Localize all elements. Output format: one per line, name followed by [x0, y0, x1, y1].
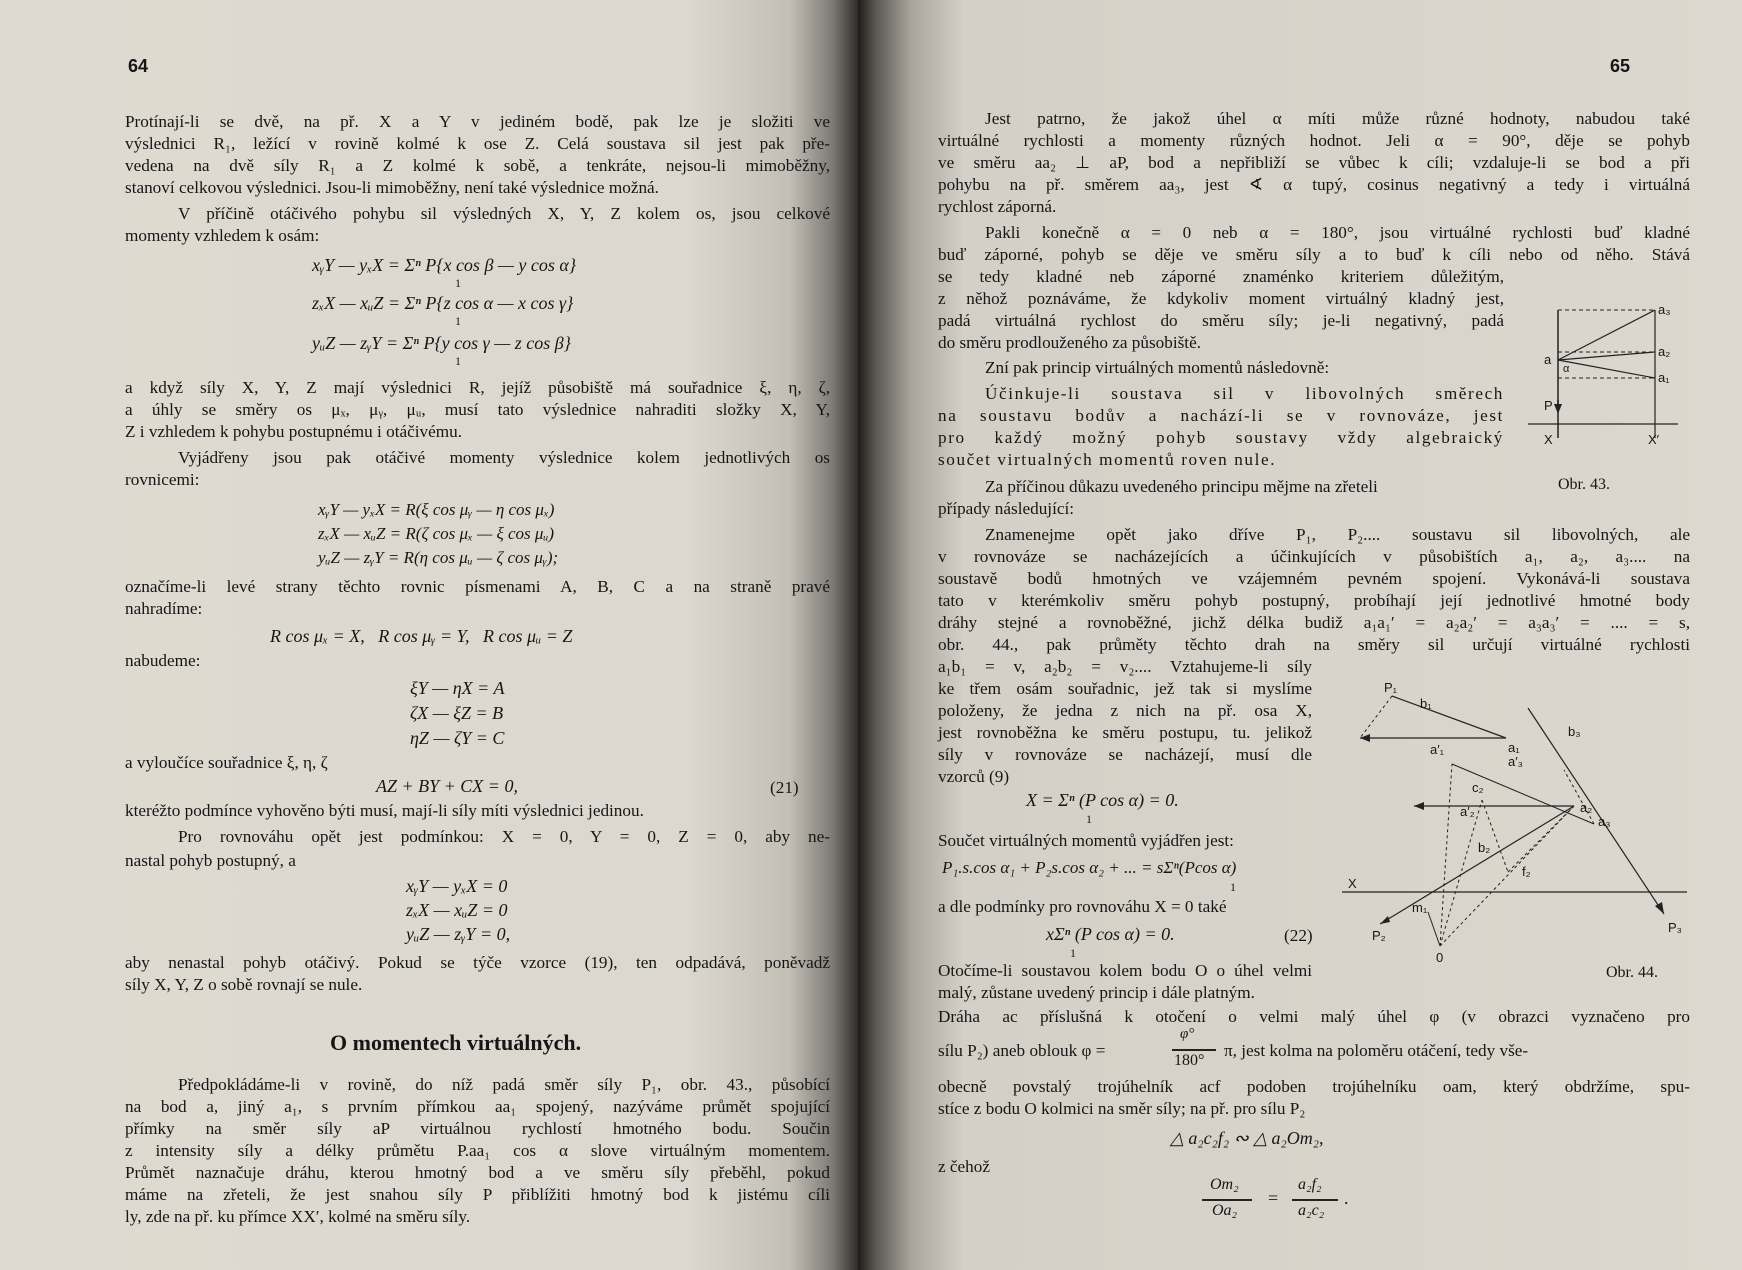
equation: xᵧY — yₓX = 0: [406, 876, 508, 896]
equation: P₁.s.cos α₁ + P₂s.cos α₂ + ... = sΣⁿ(Pcos α): [942, 858, 1237, 877]
equation-number: (22): [1284, 926, 1313, 945]
text-line: rovnicemi:: [125, 470, 200, 489]
label-X-prime: X′: [1648, 432, 1660, 447]
section-heading: O momentech virtuálných.: [330, 1030, 582, 1055]
principle-line: na soustavu bodův a nachází-li se v rovnováze, jest: [938, 406, 1504, 425]
equation: xᵧY — yₓX = R(ξ cos μᵧ — η cos μₓ): [318, 500, 555, 519]
text-line: síly v rovnováze se nacházejí, musí dle: [938, 745, 1312, 764]
label-X: X: [1544, 432, 1553, 447]
fraction-bar: [1292, 1199, 1338, 1201]
text-line: vedena na dvě síly R₁ a Z kolmé k sobě, a tenkráte, nejsou-li mimoběžny,: [125, 156, 830, 175]
text-line: buď záporné, pohyb se děje ve směru síly a to buď k cíli nebo od něho. Stává: [938, 245, 1690, 264]
fraction-denominator: 180°: [1174, 1052, 1205, 1069]
equation: zₓX — xᵤZ = R(ζ cos μₓ — ξ cos μᵤ): [318, 524, 555, 543]
text-line: se tedy kladné neb záporné znaménko kriteriem důležitým,: [938, 267, 1504, 286]
equation: AZ + BY + CX = 0,: [376, 776, 518, 796]
text-line: soustavě bodů hmotných ve vzájemném pevném spojení. Vykonává-li soustava: [938, 569, 1690, 588]
equation: △ a₂c₂f₂ ∾ △ a₂Om₂,: [1170, 1128, 1324, 1148]
principle-line: Účinkuje-li soustava sil v libovolných směrech: [985, 384, 1504, 403]
text-line: výslednici R₁, ležící v rovině kolmé k ose Z. Celá soustava sil jest pak pře-: [125, 134, 830, 153]
figure-43-caption: Obr. 43.: [1558, 476, 1610, 493]
text-line: Zní pak princip virtuálných momentů následovně:: [985, 358, 1330, 377]
principle-line: pro každý možný pohyb soustavy vždy algebraický: [938, 428, 1504, 447]
fraction-bar: [1202, 1199, 1252, 1201]
equation: yᵤZ — zᵧY = R(η cos μᵤ — ζ cos μᵧ);: [318, 548, 559, 567]
label-a1: a₁: [1658, 370, 1670, 385]
label-X: X: [1348, 876, 1357, 891]
text-line: tato v kterémkoliv směru pohyb postupný, probíhají její jednotlivé hmotné body: [938, 591, 1690, 610]
text-line: aby nenastal pohyb otáčivý. Pokud se týče vzorce (19), ten odpadává, poněvadž: [125, 953, 830, 972]
label-a: a: [1544, 352, 1552, 367]
period: .: [1344, 1188, 1349, 1208]
text-line: Jest patrno, že jakož úhel α míti může různé hodnoty, nabudou také: [985, 109, 1690, 128]
text-line: dráhy stejné a rovnoběžné, jichž délka budiž a₁a₁′ = a₂a₂′ = a₃a₃′ = .... = s,: [938, 613, 1690, 632]
text-line: π, jest kolma na poloměru otáčení, tedy vše-: [1224, 1041, 1529, 1060]
label-P1: P₁: [1384, 680, 1398, 695]
label-a3-prime: a′₃: [1508, 754, 1523, 769]
text-line: Znamenejme opět jako dříve P₁, P₂.... soustavu sil libovolných, ale: [985, 525, 1690, 544]
equation: ζX — ξZ = B: [410, 703, 504, 723]
text-line: případy následující:: [938, 499, 1075, 518]
text-line: síly X, Y, Z o sobě rovnají se nule.: [125, 975, 363, 994]
text-line: do směru prodlouženého za působiště.: [938, 333, 1201, 352]
figure-44-caption: Obr. 44.: [1606, 964, 1658, 981]
label-c2: c₂: [1472, 780, 1484, 795]
page-number: 65: [1610, 56, 1631, 76]
label-b3: b₃: [1568, 724, 1581, 739]
text-line: máme na zřeteli, že jest snahou síly P přiblížiti hmotný bod k jistému cíli: [125, 1185, 830, 1204]
text-line: rychlost záporná.: [938, 197, 1057, 216]
equation-index: 1: [1086, 812, 1092, 826]
fraction-numerator: a₂f₂: [1298, 1176, 1322, 1193]
text-line: vzorců (9): [938, 767, 1010, 786]
text-line: momenty vzhledem k osám:: [125, 226, 320, 245]
label-b2: b₂: [1478, 840, 1491, 855]
fraction-denominator: a₂c₂: [1298, 1202, 1325, 1219]
page-number: 64: [128, 56, 149, 76]
text-line: Pakli konečně α = 0 neb α = 180°, jsou virtuálné rychlosti buď kladné: [985, 223, 1690, 242]
text-line: V příčině otáčivého pohybu sil výsledných X, Y, Z kolem os, jsou celkové: [178, 204, 830, 223]
text-line: Vyjádřeny jsou pak otáčivé momenty výslednice kolem jednotlivých os: [178, 448, 830, 467]
text-line: z čehož: [938, 1157, 990, 1176]
text-line: a₁b₁ = v, a₂b₂ = v₂.... Vztahujeme-li síly: [938, 657, 1312, 676]
text-line: a vyloučíce souřadnice ξ, η, ζ: [125, 753, 328, 772]
text-line: stíce z bodu O kolmici na směr síly; na př. pro sílu P₂: [938, 1099, 1306, 1118]
equation: X = Σⁿ (P cos α) = 0.: [1026, 790, 1179, 810]
text-line: sílu P₂) aneb oblouk φ =: [938, 1041, 1106, 1060]
equation-index: 1: [455, 314, 461, 328]
label-P2: P₂: [1372, 928, 1386, 943]
fraction-bar: [1172, 1049, 1216, 1051]
text-line: Za příčinou důkazu uvedeného principu mějme na zřeteli: [985, 477, 1378, 496]
text-line: Pro rovnováhu opět jest podmínkou: X = 0, Y = 0, Z = 0, aby ne-: [178, 827, 830, 846]
text-line: Protínají-li se dvě, na př. X a Y v jediném bodě, pak lze je složiti ve: [125, 112, 830, 131]
fraction-numerator: Om₂: [1210, 1176, 1239, 1193]
text-line: ke třem osám souřadnic, jež tak si myslíme: [938, 679, 1312, 698]
label-b1: b₁: [1420, 696, 1432, 711]
right-page: [858, 0, 1742, 1270]
label-m1: m₁: [1412, 900, 1428, 915]
text-line: Dráha ac příslušná k otočení o velmi malý úhel φ (v obrazci vyznačeno pro: [938, 1007, 1690, 1026]
text-line: a dle podmínky pro rovnováhu X = 0 také: [938, 897, 1227, 916]
label-a3: a₃: [1598, 814, 1611, 829]
text-line: položeny, že jedna z nich na př. osa X,: [938, 701, 1312, 720]
label-a1: a₁: [1508, 740, 1520, 755]
text-line: přímky na směr síly aP virtuálnou rychlostí hmotného bodu. Součin: [125, 1119, 830, 1138]
text-line: na bod a, jiný a₁, s prvním přímkou aa₁ spojený, nazýváme průmět spojující: [125, 1097, 830, 1116]
text-line: z intensity síly a délky průmětu P.aa₁ cos α slove virtuálným momentem.: [125, 1141, 830, 1160]
equation: R cos μₓ = X, R cos μᵧ = Y, R cos μᵤ = Z: [270, 626, 573, 646]
equation-index: 1: [455, 354, 461, 368]
figure-43: [1508, 300, 1688, 450]
text-line: kteréžto podmínce vyhověno býti musí, mají-li síly míti výslednici jedinou.: [125, 801, 644, 820]
text-line: obr. 44., pak průměty těchto drah na směry sil určují virtuálné rychlosti: [938, 635, 1690, 654]
equation: xᵧY — yₓX = Σⁿ P{x cos β — y cos α}: [312, 255, 577, 275]
principle-line: součet virtualných momentů roven nule.: [938, 450, 1277, 469]
text-line: ve směru aa₂ ⊥ aP, bod a nepřibliží se vůbec k cíli; vzdaluje-li se bod a při: [938, 153, 1690, 172]
equation-index: 1: [455, 276, 461, 290]
text-line: virtuálné rychlosti a momenty různých hodnot. Jeli α = 90°, děje se pohyb: [938, 131, 1690, 150]
label-P3: P₃: [1668, 920, 1682, 935]
equation: zₓX — xᵤZ = 0: [406, 900, 508, 920]
equation: yᵤZ — zᵧY = 0,: [406, 924, 511, 944]
text-line: stanoví celkovou výslednici. Jsou-li mimoběžny, není také výslednice možná.: [125, 178, 659, 197]
text-line: označíme-li levé strany těchto rovnic písmenami A, B, C a na straně pravé: [125, 577, 830, 596]
text-line: nabudeme:: [125, 651, 201, 670]
label-a1-prime: a′₁: [1430, 742, 1445, 757]
equation: ηZ — ζY = C: [410, 728, 505, 748]
label-alpha: α: [1563, 363, 1570, 375]
text-line: v rovnováze se nacházejících a účinkujících v působištích a₁, a₂, a₃.... na: [938, 547, 1690, 566]
text-line: Otočíme-li soustavou kolem bodu O o úhel velmi: [938, 961, 1312, 980]
text-line: pohybu na př. směrem aa₃, jest ∢ α tupý, cosinus negativný a tedy i virtuálná: [938, 175, 1690, 194]
equals-sign: =: [1268, 1188, 1279, 1208]
text-line: Z i vzhledem k pohybu postupnému i otáčivému.: [125, 422, 463, 441]
text-line: Průmět naznačuje dráhu, kterou hmotný bod a ve směru síly přeběhl, pokud: [125, 1163, 830, 1182]
label-a3: a₃: [1658, 302, 1671, 317]
fraction-numerator: φ°: [1180, 1026, 1195, 1042]
text-line: Předpokládáme-li v rovině, do níž padá směr síly P₁, obr. 43., působící: [178, 1075, 830, 1094]
label-a2-prime: a′₂: [1460, 804, 1475, 819]
fraction-denominator: Oa₂: [1212, 1202, 1238, 1219]
figure-44: [1332, 676, 1692, 966]
label-a2: a₂: [1580, 800, 1593, 815]
label-P: P: [1544, 398, 1553, 413]
text-line: obecně povstalý trojúhelník acf podoben trojúhelníku oam, který obdržíme, spu-: [938, 1077, 1690, 1096]
text-line: nahradíme:: [125, 599, 203, 618]
equation-number: (21): [770, 778, 799, 797]
text-line: jest rovnoběžna ke směru postupu, tu. jelikož: [938, 723, 1312, 742]
text-line: a úhly se směry os μₓ, μᵧ, μᵤ, musí tato výslednice nahraditi složky X, Y,: [125, 400, 830, 419]
equation-index: 1: [1230, 880, 1236, 894]
text-line: z něhož poznáváme, že kdykoliv moment virtuálný kladný jest,: [938, 289, 1504, 308]
equation: ξY — ηX = A: [410, 678, 505, 698]
equation: xΣⁿ (P cos α) = 0.: [1046, 924, 1175, 944]
label-f2: f₂: [1522, 864, 1531, 879]
label-a2: a₂: [1658, 344, 1671, 359]
text-line: padá virtuálná rychlost do směru síly; je-li negativný, padá: [938, 311, 1504, 330]
equation: zₓX — xᵤZ = Σⁿ P{z cos α — x cos γ}: [312, 293, 574, 313]
text-line: ly, zde na př. ku přímce XX′, kolmé na směru síly.: [125, 1207, 471, 1226]
label-O: 0: [1436, 950, 1444, 965]
left-page: [0, 0, 858, 1270]
text-line: Součet virtuálných momentů vyjádřen jest:: [938, 831, 1234, 850]
text-line: malý, zůstane uvedený princip i dále platným.: [938, 983, 1255, 1002]
text-line: nastal pohyb postupný, a: [125, 851, 296, 870]
equation-index: 1: [1070, 946, 1076, 960]
text-line: a když síly X, Y, Z mají výslednici R, jejíž působiště má souřadnice ξ, η, ζ,: [125, 378, 830, 397]
equation: yᵤZ — zᵧY = Σⁿ P{y cos γ — z cos β}: [312, 333, 571, 353]
